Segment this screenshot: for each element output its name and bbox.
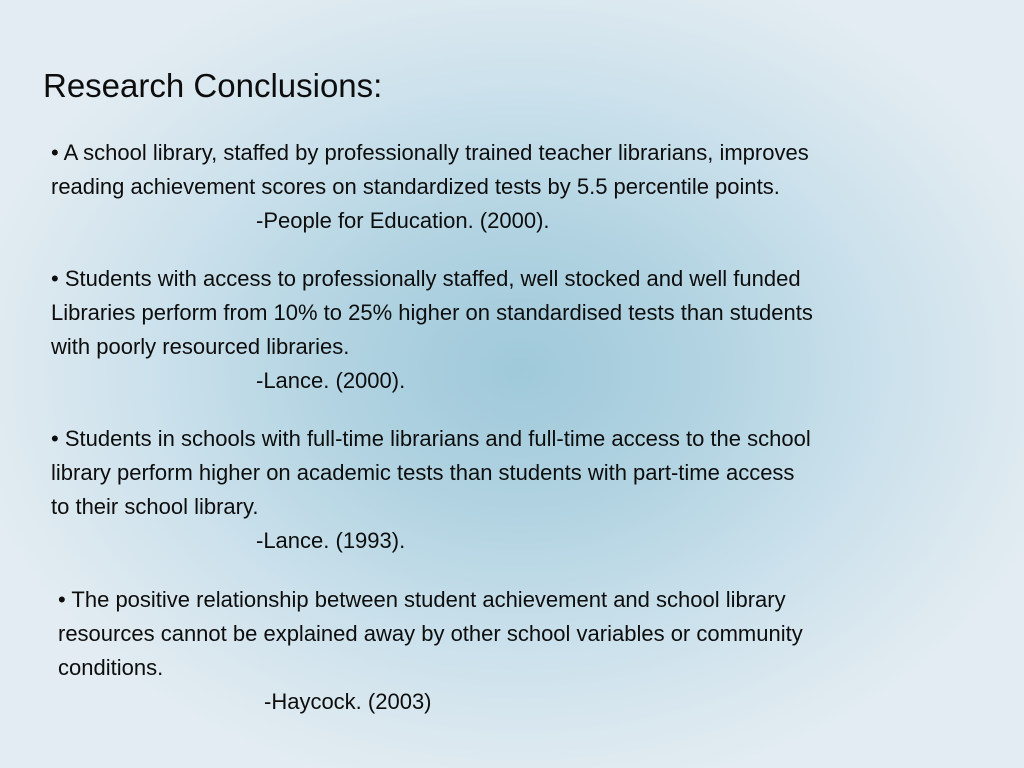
bullet-text-line: • A school library, staffed by professionally trained teacher librarians, improves [51, 140, 809, 165]
bullet-text-line: reading achievement scores on standardized tests by 5.5 percentile points. [51, 174, 780, 199]
bullet-text-line: conditions. [58, 655, 164, 680]
bullet-text-line: • Students with access to professionally staffed, well stocked and well funded [51, 266, 801, 291]
bullet-item [51, 262, 971, 398]
citation: -Lance. (1993). [256, 528, 406, 553]
bullet-item [58, 583, 978, 719]
slide-title: Research Conclusions: [43, 67, 383, 104]
bullet-text-line: resources cannot be explained away by other school variables or community [58, 621, 803, 646]
bullet-item [51, 422, 971, 558]
citation: -People for Education. (2000). [256, 208, 550, 233]
bullet-item [51, 136, 971, 238]
bullet-text-line: • The positive relationship between student achievement and school library [58, 587, 786, 612]
bullet-text-line: library perform higher on academic tests than students with part-time access [51, 460, 795, 485]
bullet-text-line: with poorly resourced libraries. [51, 334, 350, 359]
bullet-text-line: Libraries perform from 10% to 25% higher on standardised tests than students [51, 300, 813, 325]
citation: -Haycock. (2003) [264, 689, 432, 714]
citation: -Lance. (2000). [256, 368, 406, 393]
bullet-text-line: • Students in schools with full-time librarians and full-time access to the school [51, 426, 811, 451]
bullet-text-line: to their school library. [51, 494, 259, 519]
